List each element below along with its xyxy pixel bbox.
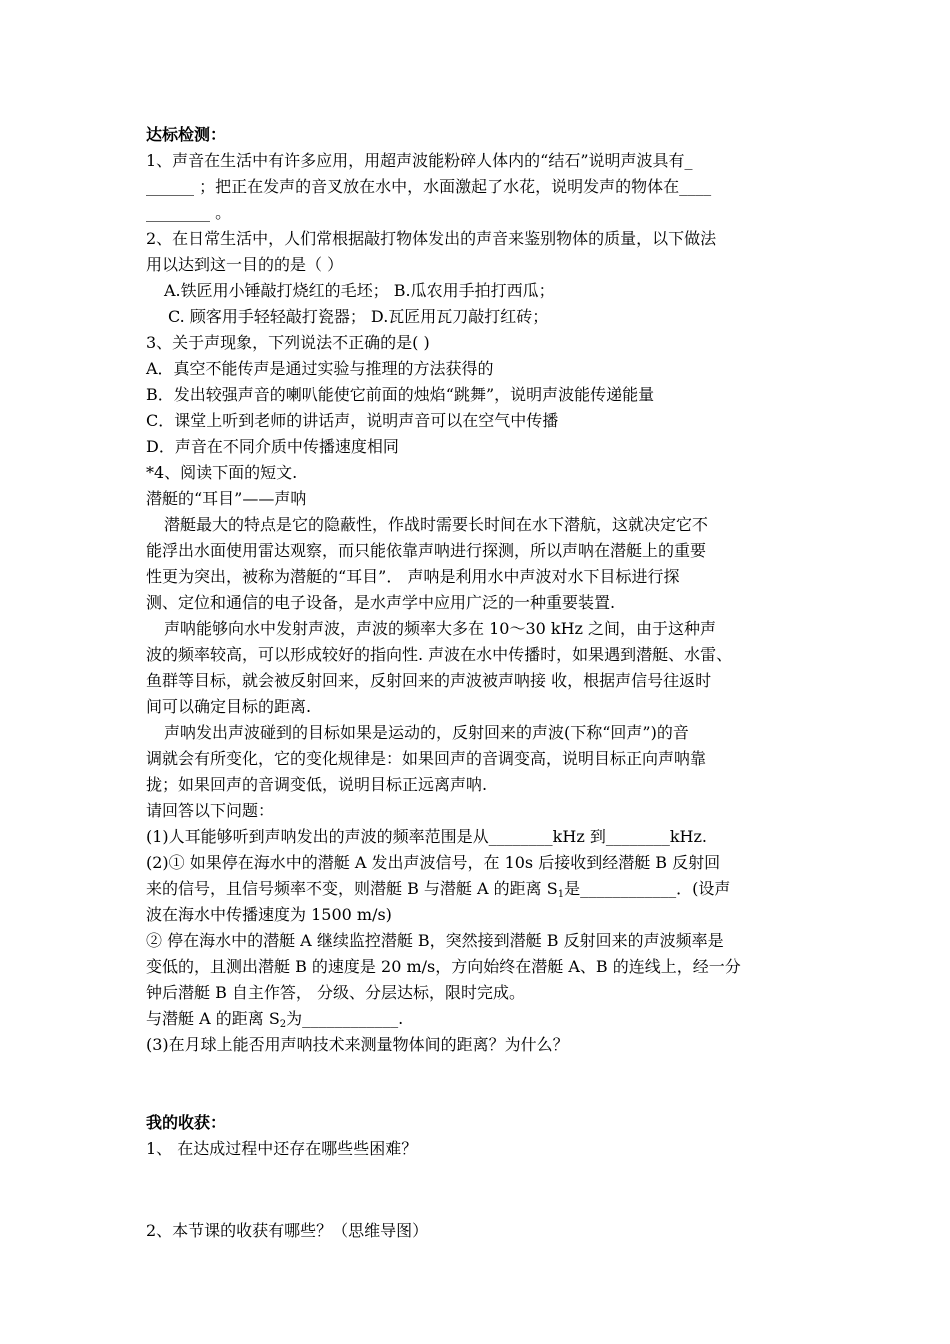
paragraph-1-line-3: 性更为突出，被称为潜艇的“耳目”． 声呐是利用水中声波对水下目标进行探: [146, 567, 680, 586]
q2-line-2: 用以达到这一目的的是（ ）: [146, 255, 344, 274]
subscript-1: 1: [557, 889, 565, 900]
q4-intro: *4、阅读下面的短文.: [146, 463, 298, 482]
paragraph-2-line-2: 波的频率较高，可以形成较好的指向性. 声波在水中传播时，如果遇到潜艇、水雷、: [146, 645, 733, 664]
sub-question-2b-line-3: 钟后潜艇 B 自主作答， 分级、分层达标，限时完成。: [146, 983, 526, 1002]
q2-options-line-2: C. 顾客用手轻轻敲打瓷器； D.瓦匠用瓦刀敲打红砖；: [168, 307, 549, 326]
q2-options-line-1: A.铁匠用小锤敲打烧红的毛坯； B.瓜农用手拍打西瓜；: [164, 281, 555, 300]
paragraph-3-line-3: 拢；如果回声的音调变低，说明目标正远离声呐.: [146, 775, 488, 794]
paragraph-3-line-2: 调就会有所变化，它的变化规律是：如果回声的音调变高，说明目标正向声呐靠: [146, 749, 707, 768]
sub-question-3: (3)在月球上能否用声呐技术来测量物体间的距离？为什么？: [146, 1035, 569, 1054]
paragraph-2-line-1: 声呐能够向水中发射声波，声波的频率大多在 10～30 kHz 之间，由于这种声: [164, 619, 717, 638]
q3-option-c: C．课堂上听到老师的讲话声，说明声音可以在空气中传播: [146, 411, 559, 430]
q1-line-1: 1、声音在生活中有许多应用，用超声波能粉碎人体内的“结石”说明声波具有_: [146, 151, 693, 170]
harvest-question-2: 2、本节课的收获有哪些？（思维导图）: [146, 1221, 429, 1240]
section-title-harvest: 我的收获：: [146, 1113, 227, 1132]
q3-option-a: A．真空不能传声是通过实验与推理的方法获得的: [146, 359, 494, 378]
sub-question-1: (1)人耳能够听到声呐发出的声波的频率范围是从________kHz 到________kHz.: [146, 827, 707, 846]
sub-question-2b-line-4: [146, 1008, 403, 1030]
q1-line-2: ______ ；把正在发声的音叉放在水中，水面激起了水花，说明发声的物体在____: [146, 177, 712, 196]
sub-question-2b-line-1: ② 停在海水中的潜艇 A 继续监控潜艇 B，突然接到潜艇 B 反射回来的声波频率是: [146, 931, 724, 950]
sub-question-2-line-1: (2)① 如果停在海水中的潜艇 A 发出声波信号，在 10s 后接收到经潜艇 B 反射回: [146, 853, 721, 872]
paragraph-1-line-1: 潜艇最大的特点是它的隐蔽性，作战时需要长时间在水下潜航，这就决定它不: [164, 515, 709, 534]
paragraph-1-line-4: 测、定位和通信的电子设备，是水声学中应用广泛的一种重要装置.: [146, 593, 616, 612]
q4-article-title: 潜艇的“耳目”——声呐: [146, 489, 307, 508]
sub-question-2-line-2-a: 来的信号，且信号频率不变，则潜艇 B 与潜艇 A 的距离 S: [146, 879, 558, 898]
paragraph-2-line-4: 间可以确定目标的距离.: [146, 697, 312, 716]
q3-stem: 3、关于声现象，下列说法不正确的是( ): [146, 333, 430, 352]
sub-question-2-line-2: [146, 878, 730, 900]
q3-option-b: B．发出较强声音的喇叭能使它前面的烛焰“跳舞”，说明声波能传递能量: [146, 385, 655, 404]
paragraph-3-line-1: 声呐发出声波碰到的目标如果是运动的，反射回来的声波(下称“回声”)的音: [164, 723, 689, 742]
paragraph-1-line-2: 能浮出水面使用雷达观察，而只能依靠声呐进行探测，所以声呐在潜艇上的重要: [146, 541, 707, 560]
questions-prompt: 请回答以下问题：: [146, 801, 275, 820]
q2-line-1: 2、在日常生活中，人们常根据敲打物体发出的声音来鉴别物体的质量，以下做法: [146, 229, 717, 248]
sub-question-2b-line-4-a: 与潜艇 A 的距离 S: [146, 1009, 280, 1028]
paragraph-2-line-3: 鱼群等目标，就会被反射回来，反射回来的声波被声呐接 收，根据声信号往返时: [146, 671, 712, 690]
section-title-check: 达标检测：: [146, 125, 227, 144]
sub-question-2-line-2-b: 是____________．(设声: [564, 879, 731, 898]
q3-option-d: D．声音在不同介质中传播速度相同: [146, 437, 399, 456]
sub-question-2b-line-4-b: 为____________.: [286, 1009, 404, 1028]
subscript-2: 2: [279, 1019, 287, 1030]
sub-question-2b-line-2: 变低的，且测出潜艇 B 的速度是 20 m/s，方向始终在潜艇 A、B 的连线上，经一分: [146, 957, 741, 976]
harvest-question-1: 1、 在达成过程中还存在哪些些困难？: [146, 1139, 418, 1158]
sub-question-2-line-3: 波在海水中传播速度为 1500 m/s): [146, 905, 392, 924]
q1-line-3: ________ 。: [146, 203, 232, 222]
